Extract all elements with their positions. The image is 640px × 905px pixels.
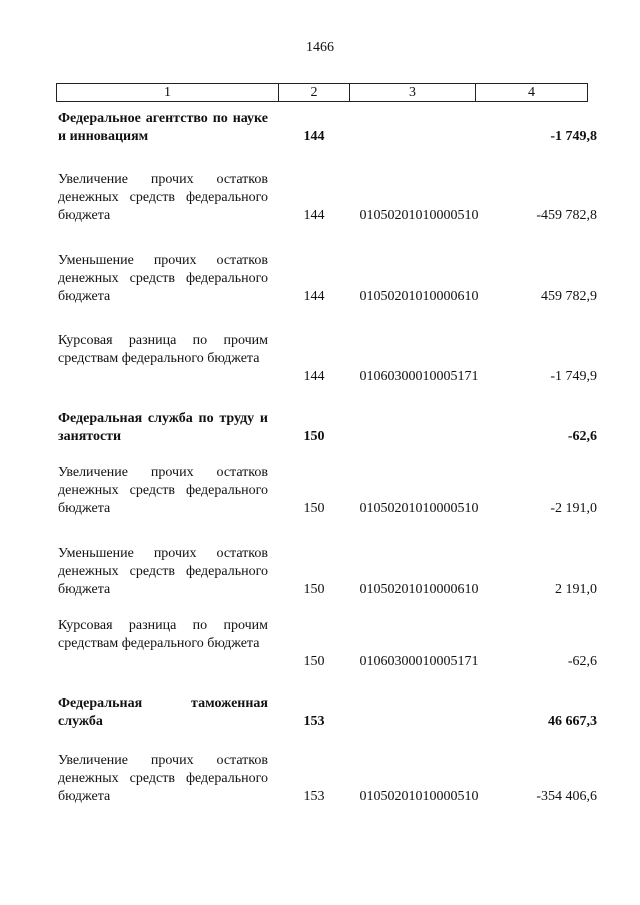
- page-number: 1466: [306, 40, 334, 55]
- row-value: -459 782,8: [536, 208, 597, 223]
- row-number: 144: [303, 129, 325, 144]
- column-header-table: [56, 83, 588, 102]
- row-name: Уменьшение прочих остатков денежных средств федерального бюджета: [58, 546, 268, 597]
- row-code: 01050201010000510: [359, 789, 479, 804]
- row-name: Увеличение прочих остатков денежных средств федерального бюджета: [58, 465, 268, 516]
- row-code: 01050201010000610: [359, 582, 479, 597]
- row-number: 150: [303, 429, 325, 444]
- row-number: 150: [303, 501, 325, 516]
- row-number: 150: [303, 654, 325, 669]
- row-number: 153: [303, 789, 325, 804]
- row-value: -62,6: [567, 654, 597, 669]
- row-name: Федеральная служба по труду и занятости: [58, 411, 268, 444]
- column-header-2: 2: [279, 84, 350, 102]
- row-value: -1 749,9: [550, 369, 597, 384]
- row-name: Увеличение прочих остатков денежных средств федерального бюджета: [58, 753, 268, 804]
- column-header-3: 3: [350, 84, 476, 102]
- row-name: Федеральное агентство по науке и инновациям: [58, 111, 268, 144]
- row-value: 2 191,0: [555, 582, 597, 597]
- row-value: -1 749,8: [550, 129, 597, 144]
- row-name: Уменьшение прочих остатков денежных средств федерального бюджета: [58, 253, 268, 304]
- row-code: 01050201010000510: [359, 208, 479, 223]
- row-name: Курсовая разница по прочим средствам федерального бюджета: [58, 618, 268, 651]
- row-name: Федеральная таможенная служба: [58, 696, 268, 729]
- row-code: 01050201010000510: [359, 501, 479, 516]
- row-value: -2 191,0: [550, 501, 597, 516]
- row-number: 144: [303, 289, 325, 304]
- row-value: -354 406,6: [536, 789, 597, 804]
- row-number: 150: [303, 582, 325, 597]
- column-header-row: [57, 84, 588, 102]
- row-number: 153: [303, 714, 325, 729]
- column-header-4: 4: [476, 84, 588, 102]
- row-number: 144: [303, 369, 325, 384]
- row-code: 01060300010005171: [359, 654, 479, 669]
- row-code: 01060300010005171: [359, 369, 479, 384]
- row-name: Увеличение прочих остатков денежных средств федерального бюджета: [58, 172, 268, 223]
- column-header-1: 1: [57, 84, 279, 102]
- row-code: 01050201010000610: [359, 289, 479, 304]
- row-number: 144: [303, 208, 325, 223]
- row-value: -62,6: [567, 429, 597, 444]
- row-name: Курсовая разница по прочим средствам федерального бюджета: [58, 333, 268, 366]
- row-value: 46 667,3: [548, 714, 597, 729]
- row-value: 459 782,9: [541, 289, 597, 304]
